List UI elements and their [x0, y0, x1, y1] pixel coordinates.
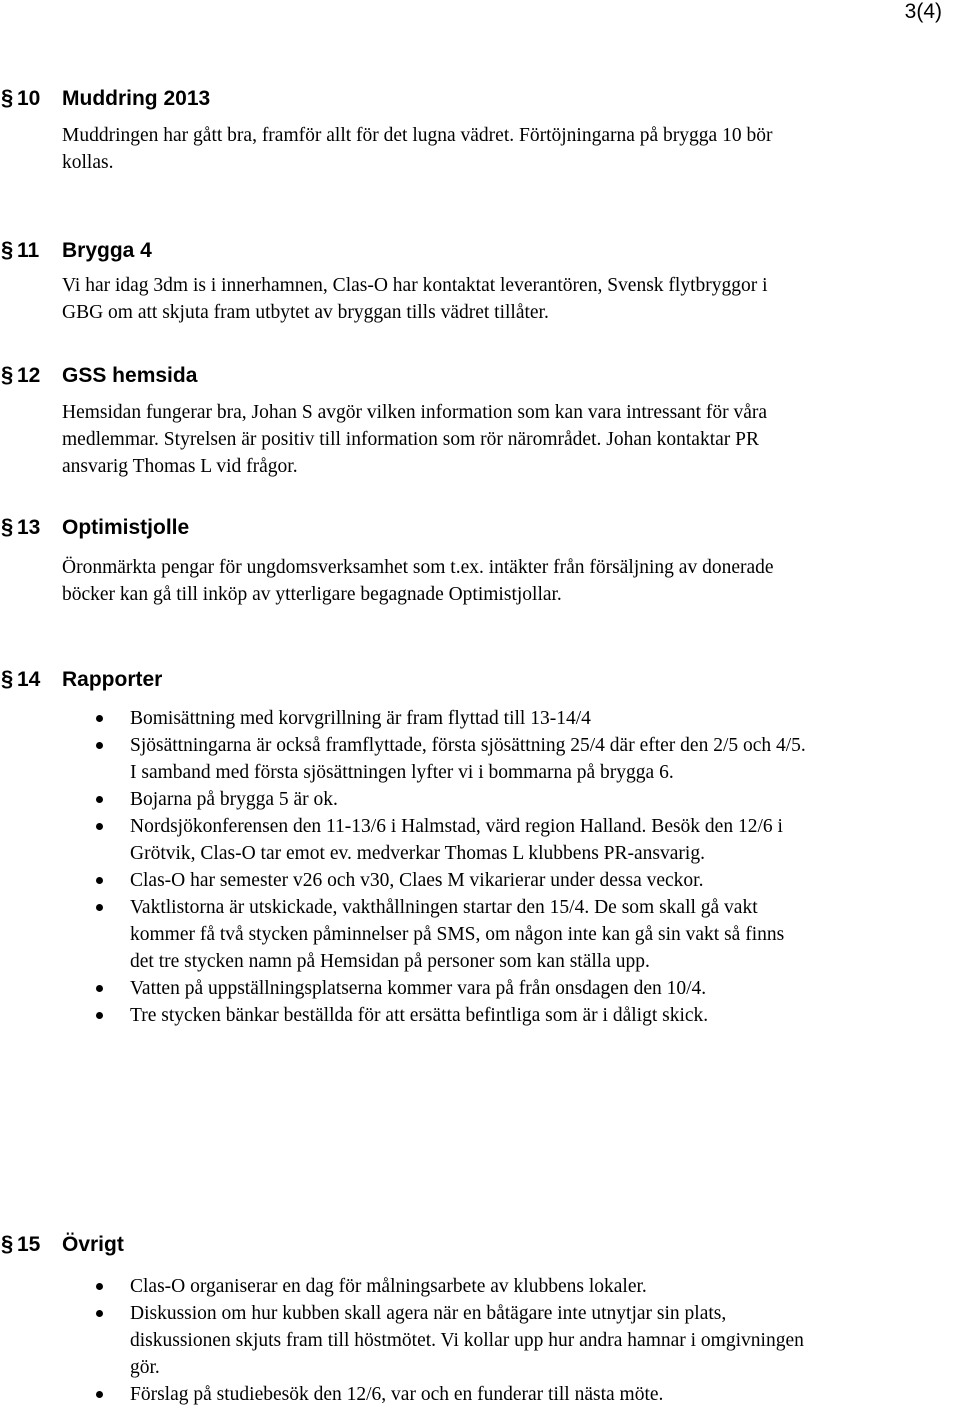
list-item-text: Bojarna på brygga 5 är ok. — [130, 789, 338, 810]
bullet-icon — [96, 823, 103, 830]
bullet-icon — [96, 1310, 103, 1317]
list-item-text: Vaktlistorna är utskickade, vakthållningen startar den 15/4. De som skall gå vakt kommer få två stycken påminnelser på SMS, om någon inte kan gå sin vakt så finns det tre stycken namn på Hemsidan på personer som kan ställa upp. — [130, 897, 785, 972]
section-heading — [0, 1231, 960, 1261]
section-symbol: § — [1, 237, 14, 262]
section-symbol: § — [1, 1231, 14, 1256]
bullet-icon — [96, 985, 103, 992]
section-title: Brygga 4 — [62, 239, 152, 262]
section-heading — [0, 237, 960, 267]
list-item-text: Vatten på uppställningsplatserna kommer vara på från onsdagen den 10/4. — [130, 978, 707, 999]
section-heading — [0, 362, 960, 392]
list-item — [0, 732, 960, 786]
section-number: 13 — [17, 516, 41, 539]
list-item — [0, 894, 960, 975]
section-symbol: § — [1, 85, 14, 110]
section-heading — [0, 85, 960, 115]
list-item — [0, 867, 960, 894]
section-title: Övrigt — [62, 1233, 124, 1256]
list-item-text: Clas-O organiserar en dag för målningsarbete av klubbens lokaler. — [130, 1276, 647, 1297]
list-item-text: Diskussion om hur kubben skall agera när en båtägare inte utnytjar sin plats, diskussionen skjuts fram till höstmötet. Vi kollar upp hur andra hamnar i omgivningen gör. — [130, 1303, 804, 1378]
section-text: Muddringen har gått bra, framför allt för det lugna vädret. Förtöjningarna på brygga 10 bör kollas. — [62, 125, 773, 173]
section-14 — [0, 666, 960, 1029]
list-item-text: Förslag på studiebesök den 12/6, var och en funderar till nästa möte. — [130, 1384, 664, 1405]
bullet-icon — [96, 1391, 103, 1398]
bullet-icon — [96, 715, 103, 722]
list-item — [0, 1273, 960, 1300]
section-heading — [0, 666, 960, 696]
section-number: 11 — [17, 239, 40, 262]
section-symbol: § — [1, 362, 14, 387]
list-item — [0, 786, 960, 813]
list-item-text: Bomisättning med korvgrillning är fram flyttad till 13-14/4 — [130, 708, 591, 729]
section-title: Muddring 2013 — [62, 87, 211, 110]
section-10 — [0, 85, 960, 176]
section-title: Rapporter — [62, 668, 163, 691]
list-item — [0, 1381, 960, 1408]
bullet-icon — [96, 796, 103, 803]
section-number: 14 — [17, 668, 41, 691]
list-item — [0, 1300, 960, 1381]
list-item — [0, 705, 960, 732]
section-symbol: § — [1, 666, 14, 691]
bullet-icon — [96, 742, 103, 749]
section-title: Optimistjolle — [62, 516, 190, 539]
list-item — [0, 1002, 960, 1029]
section-text: Öronmärkta pengar för ungdomsverksamhet som t.ex. intäkter från försäljning av donerade böcker kan gå till inköp av ytterligare begagnade Optimistjollar. — [62, 557, 774, 605]
section-number: 10 — [17, 87, 41, 110]
bullet-icon — [96, 877, 103, 884]
list-item-text: Tre stycken bänkar beställda för att ersätta befintliga som är i dåligt skick. — [130, 1005, 709, 1026]
list-item — [0, 975, 960, 1002]
bullet-icon — [96, 1012, 103, 1019]
list-item-text: Clas-O har semester v26 och v30, Claes M vikarierar under dessa veckor. — [130, 870, 704, 891]
list-item-text: Nordsjökonferensen den 11-13/6 i Halmstad, värd region Halland. Besök den 12/6 i Grötvik, Clas-O tar emot ev. medverkar Thomas L klubbens PR-ansvarig. — [130, 816, 783, 864]
page-number: 3(4) — [904, 0, 942, 23]
bullet-icon — [96, 904, 103, 911]
section-text: Vi har idag 3dm is i innerhamnen, Clas-O har kontaktat leverantören, Svensk flytbryggor i GBG om att skjuta fram utbytet av bryggan tills vädret tillåter. — [62, 275, 768, 323]
section-symbol: § — [1, 514, 14, 539]
section-number: 15 — [17, 1233, 41, 1256]
section-12 — [0, 362, 960, 480]
bullet-list — [0, 705, 960, 1029]
section-13 — [0, 514, 960, 608]
bullet-icon — [96, 1283, 103, 1290]
section-11 — [0, 237, 960, 326]
list-item-text: Sjösättningarna är också framflyttade, första sjösättning 25/4 där efter den 2/5 och 4/5. I samband med första sjösättningen lyfter vi i bommarna på brygga 6. — [130, 735, 806, 783]
section-number: 12 — [17, 364, 41, 387]
section-15 — [0, 1231, 960, 1408]
section-text: Hemsidan fungerar bra, Johan S avgör vilken information som kan vara intressant för våra medlemmar. Styrelsen är positiv till information som rör närområdet. Johan kontaktar PR ansvarig Thomas L vid frågor. — [62, 402, 768, 477]
section-heading — [0, 514, 960, 544]
list-item — [0, 813, 960, 867]
bullet-list — [0, 1273, 960, 1408]
section-title: GSS hemsida — [62, 364, 198, 387]
